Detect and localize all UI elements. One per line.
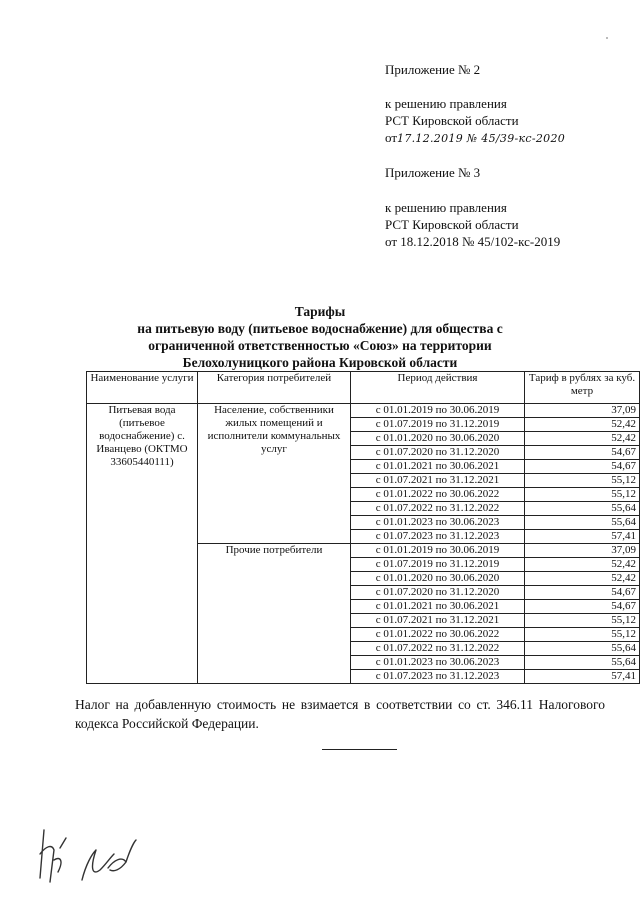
period-cell: с 01.07.2023 по 31.12.2023 [351, 670, 525, 684]
heading-line-4: Белохолуницкого района Кировской области [182, 355, 458, 370]
header-tariff: Тариф в рублях за куб. метр [525, 372, 640, 404]
tariff-cell: 52,42 [525, 418, 640, 432]
scan-speck [606, 37, 608, 39]
signature-mark [30, 820, 160, 890]
tariff-cell: 55,12 [525, 628, 640, 642]
appendix-2-line2: РСТ Кировской области [385, 113, 519, 128]
appendix-3-line3: от 18.12.2018 № 45/102-кс-2019 [385, 234, 561, 249]
tariff-cell: 55,64 [525, 642, 640, 656]
tariff-cell: 55,64 [525, 502, 640, 516]
vat-note: Налог на добавленную стоимость не взимается в соответствии со ст. 346.11 Налогового кодекса Российской Федерации. [75, 697, 605, 731]
tariff-cell: 57,41 [525, 670, 640, 684]
category-cell: Прочие потребители [198, 544, 351, 684]
tariff-cell: 55,12 [525, 474, 640, 488]
period-cell: с 01.01.2019 по 30.06.2019 [351, 404, 525, 418]
tariff-table [86, 371, 640, 684]
heading-line-3: ограниченной ответственностью «Союз» на территории [148, 338, 492, 353]
tariff-cell: 55,64 [525, 656, 640, 670]
tariff-cell: 54,67 [525, 586, 640, 600]
appendix-3-title: Приложение № 3 [385, 165, 481, 180]
period-cell: с 01.01.2022 по 30.06.2022 [351, 488, 525, 502]
appendix-3-line2: РСТ Кировской области [385, 217, 519, 232]
tariff-cell: 52,42 [525, 572, 640, 586]
service-name-cell: Питьевая вода (питьевое водоснабжение) с. Иванцево (ОКТМО 33605440111) [87, 404, 198, 684]
period-cell: с 01.07.2023 по 31.12.2023 [351, 530, 525, 544]
period-cell: с 01.07.2020 по 31.12.2020 [351, 446, 525, 460]
period-cell: с 01.07.2019 по 31.12.2019 [351, 418, 525, 432]
period-cell: с 01.07.2020 по 31.12.2020 [351, 586, 525, 600]
period-cell: с 01.01.2019 по 30.06.2019 [351, 544, 525, 558]
tariff-cell: 54,67 [525, 446, 640, 460]
tariff-cell: 55,64 [525, 516, 640, 530]
table-header-row [87, 372, 640, 404]
period-cell: с 01.01.2023 по 30.06.2023 [351, 516, 525, 530]
category-cell: Население, собственники жилых помещений и исполнители коммунальных услуг [198, 404, 351, 544]
appendix-2-line1: к решению правления [385, 96, 507, 111]
period-cell: с 01.07.2021 по 31.12.2021 [351, 474, 525, 488]
period-cell: с 01.01.2021 по 30.06.2021 [351, 600, 525, 614]
header-service: Наименование услуги [87, 372, 198, 404]
period-cell: с 01.01.2020 по 30.06.2020 [351, 432, 525, 446]
tariff-cell: 52,42 [525, 432, 640, 446]
heading-line-2: на питьевую воду (питьевое водоснабжение) для общества с [137, 321, 503, 336]
period-cell: с 01.01.2021 по 30.06.2021 [351, 460, 525, 474]
tariff-cell: 54,67 [525, 600, 640, 614]
tariff-cell: 37,09 [525, 544, 640, 558]
appendix-3-line1: к решению правления [385, 200, 507, 215]
tariff-cell: 37,09 [525, 404, 640, 418]
appendix-2-title: Приложение № 2 [385, 62, 481, 77]
header-period: Период действия [351, 372, 525, 404]
period-cell: с 01.01.2022 по 30.06.2022 [351, 628, 525, 642]
period-cell: с 01.01.2023 по 30.06.2023 [351, 656, 525, 670]
appendix-2-date-prefix: от [385, 130, 398, 145]
tariff-cell: 55,12 [525, 614, 640, 628]
header-category: Категория потребителей [198, 372, 351, 404]
table-row [87, 404, 640, 418]
tariff-cell: 57,41 [525, 530, 640, 544]
period-cell: с 01.07.2019 по 31.12.2019 [351, 558, 525, 572]
separator-line [322, 749, 397, 750]
heading-title: Тарифы [294, 304, 346, 319]
appendix-2-handwritten-number: 17.12.2019 № 45/39-кс-2020 [397, 132, 566, 145]
tariff-cell: 52,42 [525, 558, 640, 572]
appendix-2-line3 [385, 130, 565, 147]
period-cell: с 01.01.2020 по 30.06.2020 [351, 572, 525, 586]
period-cell: с 01.07.2022 по 31.12.2022 [351, 502, 525, 516]
tariff-table-body [87, 404, 640, 684]
period-cell: с 01.07.2021 по 31.12.2021 [351, 614, 525, 628]
tariff-cell: 54,67 [525, 460, 640, 474]
tariff-cell: 55,12 [525, 488, 640, 502]
period-cell: с 01.07.2022 по 31.12.2022 [351, 642, 525, 656]
